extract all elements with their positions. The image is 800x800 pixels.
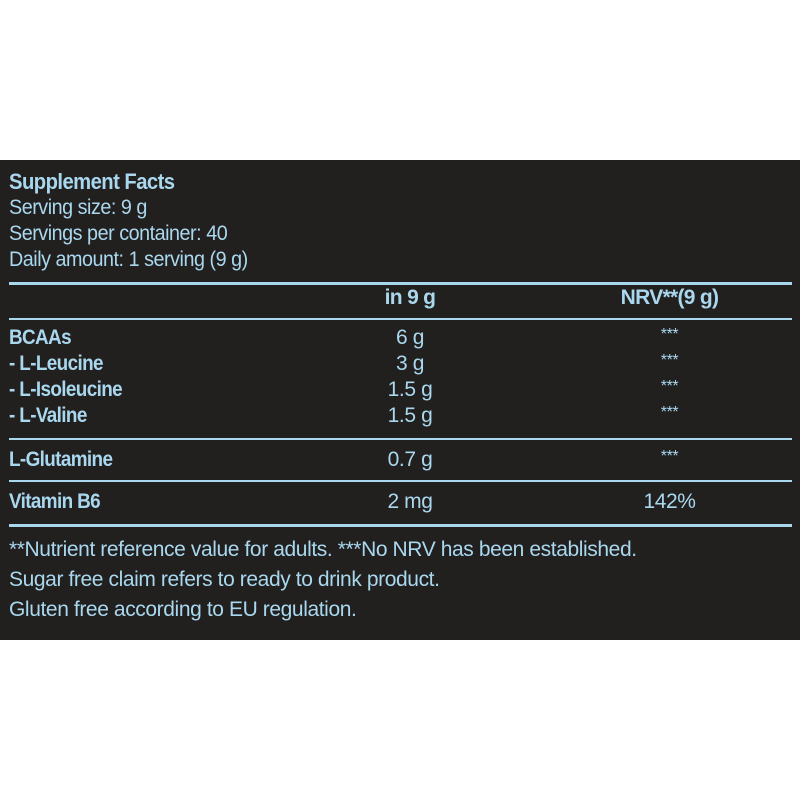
footnote-nrv: **Nutrient reference value for adults. ***No NRV has been established. [9, 538, 637, 561]
column-header-divider [9, 318, 792, 320]
nutrient-amount-valine: 1.5 g [387, 404, 433, 427]
nutrient-nrv-valine: *** [660, 404, 679, 421]
nutrient-nrv-vitamin-b6: 142% [643, 490, 696, 513]
supplement-facts-panel [0, 160, 800, 640]
column-header-amount: in 9 g [384, 286, 436, 309]
nutrient-amount-vitamin-b6: 2 mg [387, 490, 433, 513]
nutrient-amount-bcaas: 6 g [396, 326, 424, 349]
nutrient-nrv-leucine: *** [660, 352, 679, 369]
nutrient-nrv-glutamine: *** [660, 448, 679, 465]
servings-per-container: Servings per container: 40 [9, 222, 228, 245]
nutrient-name-vitamin-b6: Vitamin B6 [9, 490, 101, 513]
nutrient-amount-leucine: 3 g [396, 352, 424, 375]
footnote-sugar-free: Sugar free claim refers to ready to drink product. [9, 568, 440, 591]
header-divider [9, 282, 792, 285]
daily-amount: Daily amount: 1 serving (9 g) [9, 248, 248, 271]
row-divider [9, 480, 792, 482]
nutrient-name-glutamine: L-Glutamine [9, 448, 113, 471]
page-title: Supplement Facts [9, 169, 175, 194]
nutrient-name-bcaas: BCAAs [9, 326, 71, 349]
row-divider [9, 438, 792, 440]
nutrient-amount-isoleucine: 1.5 g [387, 378, 433, 401]
nutrient-nrv-isoleucine: *** [660, 378, 679, 395]
footnote-gluten-free: Gluten free according to EU regulation. [9, 598, 357, 621]
nutrient-amount-glutamine: 0.7 g [387, 448, 433, 471]
nutrient-nrv-bcaas: *** [660, 326, 679, 343]
column-header-nrv: NRV**(9 g) [620, 286, 719, 309]
footer-divider [9, 524, 792, 527]
nutrient-name-leucine: - L-Leucine [9, 352, 103, 375]
nutrient-name-valine: - L-Valine [9, 404, 87, 427]
nutrient-name-isoleucine: - L-Isoleucine [9, 378, 123, 401]
serving-size: Serving size: 9 g [9, 196, 147, 219]
